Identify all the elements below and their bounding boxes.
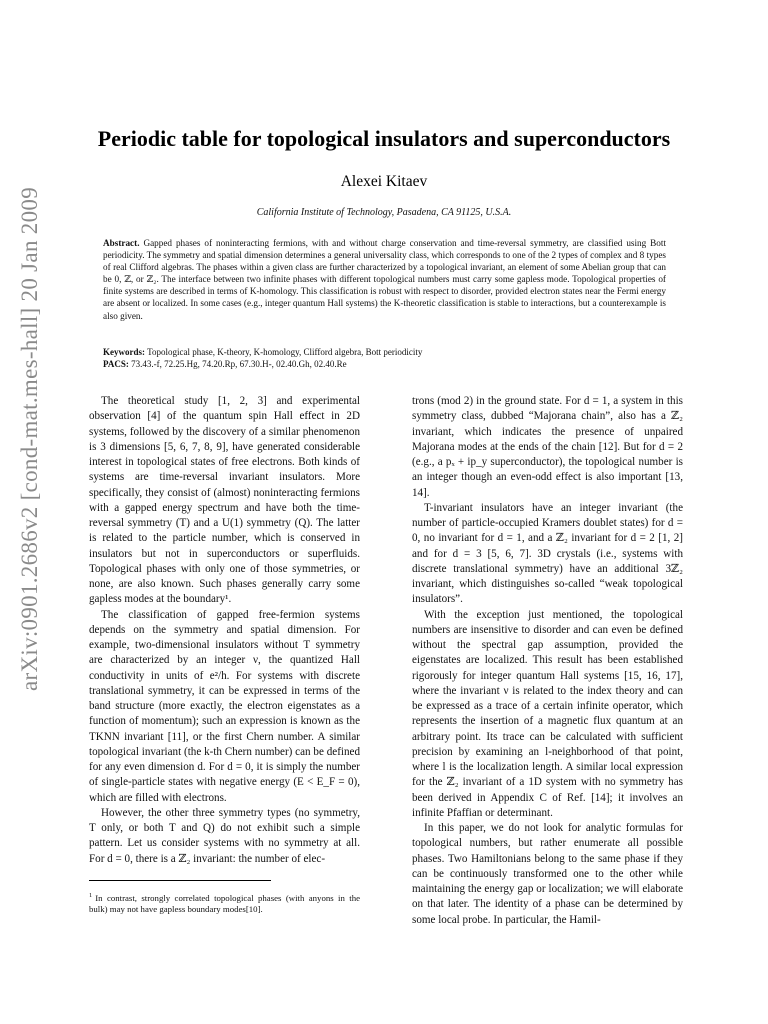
body-paragraph: In this paper, we do not look for analytic formulas for topological numbers, but rather enumerate all possible phases. Two Hamiltonians belong to the same phase if they can be continuously transformed one to the other while maintaining the energy gap or localization; we will elaborate on that later. The identity of a phase can be determined by some local probe. In particular, the Hamil-	[412, 822, 683, 926]
author-name: Alexei Kitaev	[340, 173, 428, 190]
paper-title: Periodic table for topological insulators and superconductors	[97, 126, 671, 151]
body-paragraph: The classification of gapped free-fermion systems depends on the symmetry and spatial dimension. For example, two-dimensional insulators without T symmetry are characterized by an integer ν, the quantized Hall conductivity in units of e²/h. For systems with discrete translational symmetry, it can be expressed in terms of the band structure (more exactly, the electron eigenstates as a function of momentum); such an expression is known as the TKNN invariant [11], or the first Chern number. A similar topological invariant (the k-th Chern number) can be defined for any even dimension d. For d = 0, it is simply the number of single-particle states with negative energy (E < E_F = 0), which are filled with electrons.	[89, 608, 360, 804]
pacs-label: PACS:	[103, 359, 129, 369]
arxiv-identifier: arXiv:0901.2686v2 [cond-mat.mes-hall] 20 Jan 2009	[17, 187, 42, 691]
body-paragraph: With the exception just mentioned, the topological numbers are insensitive to disorder and can even be defined without the spectral gap assumption, provided the eigenstates are localized. This result has been established rigorously for integer quantum Hall systems [15, 16, 17], where the invariant ν is related to the index theory and can be expressed as a trace of a certain infinite operator, which represents the insertion of a magnetic flux quantum at an arbitrary point. Its trace can be calculated with sufficient precision by examining an l-neighborhood of that point, where l is the localization length. A similar local expression for the ℤ₂ invariant of a 1D system with no symmetry has been derived in Appendix C of Ref. [14]; it involves an infinite Pfaffian or determinant.	[412, 608, 683, 819]
keywords-text: Topological phase, K-theory, K-homology, Clifford algebra, Bott periodicity	[147, 347, 423, 357]
footnote-text: In contrast, strongly correlated topological phases (with anyons in the bulk) may not have gapless boundary modes[10].	[89, 892, 360, 915]
body-paragraph: However, the other three symmetry types (no symmetry, T only, or both T and Q) do not exhibit such a simple pattern. Let us consider systems with no symmetry at all. For d = 0, there is a ℤ₂ invariant: the number of elec-	[89, 806, 360, 865]
author-affiliation: California Institute of Technology, Pasadena, CA 91125, U.S.A.	[256, 207, 512, 218]
pacs-line	[103, 359, 666, 371]
abstract-block	[103, 237, 666, 322]
body-column-right	[412, 394, 683, 928]
footnote	[89, 890, 360, 916]
footnote-divider	[89, 880, 271, 881]
keywords-label: Keywords:	[103, 347, 145, 357]
arxiv-sidebar	[10, 187, 50, 691]
pacs-text: 73.43.-f, 72.25.Hg, 74.20.Rp, 67.30.H-, 02.40.Gh, 02.40.Re	[131, 359, 347, 369]
body-paragraph: trons (mod 2) in the ground state. For d = 1, a system in this symmetry class, dubbed “Majorana chain”, also has a ℤ₂ invariant, which indicates the presence of unpaired Majorana modes at the ends of the chain [12]. But for d = 2 (e.g., a pₓ + ip_y superconductor), the topological number is an integer though an even-odd effect is also important [13, 14].	[412, 395, 683, 499]
keywords-line	[103, 347, 666, 359]
abstract-label: Abstract.	[103, 238, 140, 248]
footnote-mark: 1	[89, 892, 93, 899]
body-paragraph: T-invariant insulators have an integer invariant (the number of particle-occupied Kramers doublet states) for d = 0, no invariant for d = 1, and a ℤ₂ invariant for d = 2 [1, 2] and for d = 3 [5, 6, 7]. 3D crystals (i.e., systems with discrete translational symmetry) have an additional 3ℤ₂ invariant, which distinguishes so-called “weak topological insulators”.	[412, 501, 683, 606]
body-column-left	[89, 394, 360, 867]
abstract-text: Gapped phases of noninteracting fermions, with and without charge conservation and time-reversal symmetry, are classified using Bott periodicity. The symmetry and spatial dimension determines a general universality class, which corresponds to one of the 2 types of complex and 8 types of real Clifford algebras. The phases within a given class are further characterized by a topological invariant, an element of some Abelian group that can be 0, ℤ, or ℤ₂. The interface between two infinite phases with different topological numbers must carry some gapless mode. Topological properties of finite systems are described in terms of K-homology. This classification is robust with respect to disorder, provided electron states near the Fermi energy are absent or localized. In some cases (e.g., integer quantum Hall systems) the K-theoretic classification is stable to interactions, but a counterexample is also given.	[103, 238, 667, 321]
body-paragraph: The theoretical study [1, 2, 3] and experimental observation [4] of the quantum spin Hall effect in 2D systems, followed by the discovery of a similar phenomenon is 3 dimensions [5, 6, 7, 8, 9], have generated considerable interest in topological states of free electrons. Both kinds of systems are time-reversal invariant insulators. More specifically, they consist of (almost) noninteracting fermions with a gapped energy spectrum and have both the time-reversal symmetry (T) and a U(1) symmetry (Q). The latter is related to the particle number, which is conserved in insulators but not in superconductors or superfluids. Topological phases with only one of those symmetries, or none, are also known. Such phases generally carry some gapless modes at the boundary¹.	[89, 395, 360, 606]
